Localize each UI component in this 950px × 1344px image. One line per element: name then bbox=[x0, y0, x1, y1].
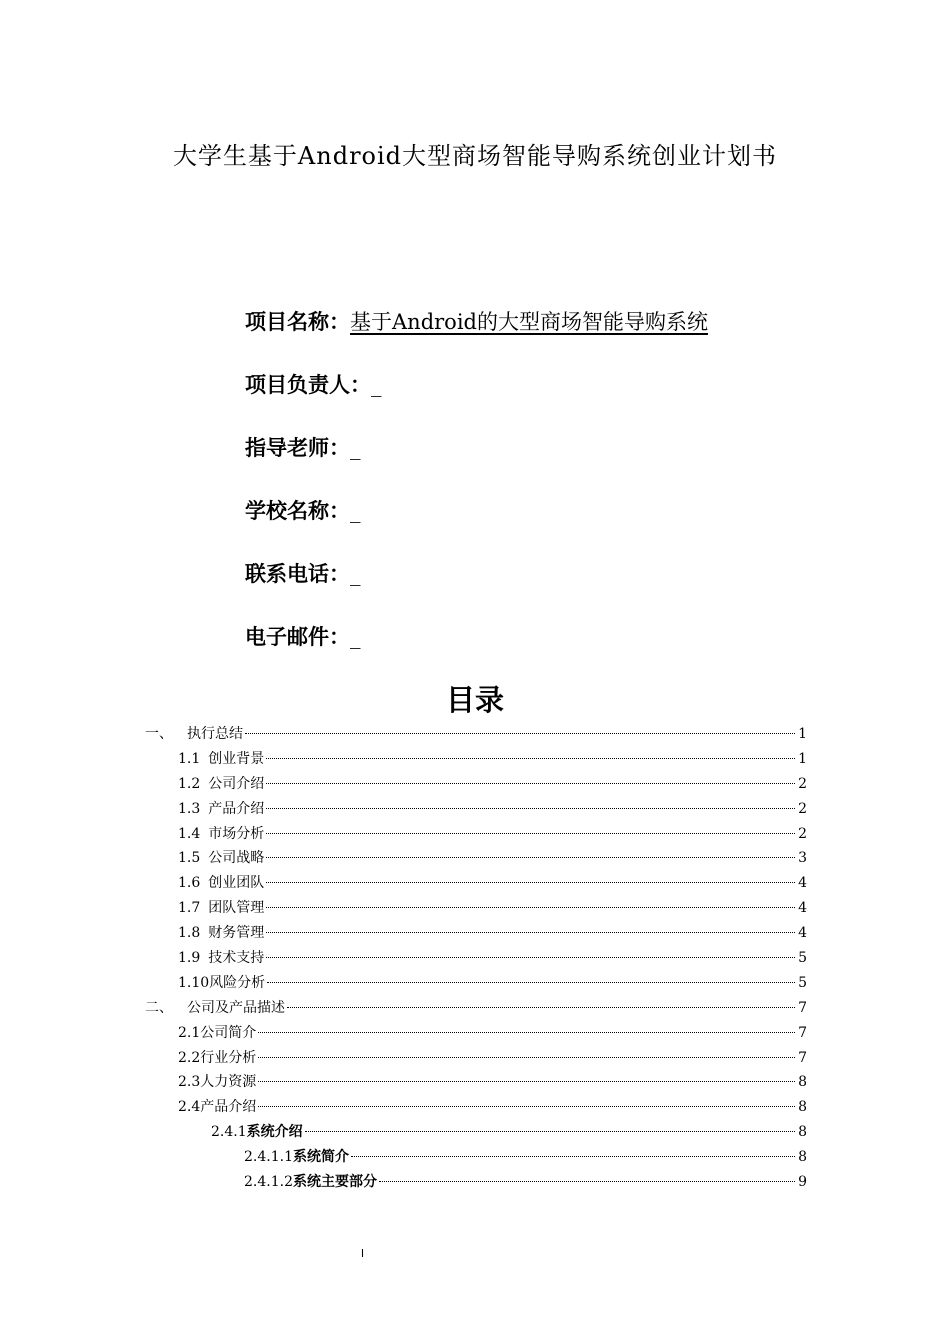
toc-label: 公司简介 bbox=[200, 1024, 257, 1041]
toc-page: 4 bbox=[798, 925, 807, 942]
page-number: I bbox=[360, 1247, 365, 1260]
toc-number: 2.1 bbox=[178, 1024, 201, 1041]
toc-heading: 目录 bbox=[445, 683, 504, 717]
toc-number: 1.3 bbox=[178, 800, 201, 817]
toc-label: 风险分析 bbox=[209, 974, 266, 991]
toc-entry[interactable] bbox=[145, 773, 807, 798]
toc-number: 1.4 bbox=[178, 825, 201, 842]
toc-number: 2.4.1.1 bbox=[244, 1149, 293, 1166]
info-label: 项目负责人： bbox=[245, 373, 371, 397]
info-row-phone bbox=[245, 558, 708, 621]
toc-page: 2 bbox=[798, 775, 807, 792]
toc-number: 2.3 bbox=[178, 1074, 201, 1091]
info-row-project-leader bbox=[245, 369, 708, 432]
toc-leader bbox=[266, 783, 795, 784]
toc-number: 1.7 bbox=[178, 900, 201, 917]
toc-label: 系统介绍 bbox=[246, 1124, 303, 1141]
toc-page: 2 bbox=[798, 825, 807, 842]
toc-entry[interactable] bbox=[145, 823, 807, 848]
toc-entry[interactable] bbox=[145, 847, 807, 872]
info-row-advisor bbox=[245, 432, 708, 495]
toc-number: 1.2 bbox=[178, 775, 201, 792]
toc-label: 公司介绍 bbox=[208, 775, 265, 792]
toc-label: 行业分析 bbox=[200, 1049, 257, 1066]
toc-leader bbox=[266, 857, 795, 858]
toc-label: 市场分析 bbox=[208, 825, 265, 842]
toc-entry[interactable] bbox=[145, 1121, 807, 1146]
toc-number: 1.5 bbox=[178, 850, 201, 867]
toc-page: 4 bbox=[798, 875, 807, 892]
toc-leader bbox=[245, 733, 795, 734]
toc-leader bbox=[287, 1007, 795, 1008]
toc-page: 8 bbox=[798, 1149, 807, 1166]
toc-page: 3 bbox=[798, 850, 807, 867]
toc-leader bbox=[266, 932, 795, 933]
toc-label: 财务管理 bbox=[208, 925, 265, 942]
toc-entry[interactable] bbox=[145, 972, 807, 997]
toc-page: 5 bbox=[798, 950, 807, 967]
toc-label: 产品介绍 bbox=[208, 800, 265, 817]
project-info bbox=[245, 306, 708, 684]
toc-entry[interactable] bbox=[145, 897, 807, 922]
document-title: 大学生基于Android大型商场智能导购系统创业计划书 bbox=[172, 142, 778, 170]
toc-leader bbox=[266, 833, 795, 834]
toc-number: 1.6 bbox=[178, 875, 201, 892]
toc-entry[interactable] bbox=[145, 1022, 807, 1047]
info-label: 联系电话： bbox=[245, 562, 350, 586]
toc-label: 公司及产品描述 bbox=[187, 999, 285, 1016]
toc-page: 8 bbox=[798, 1074, 807, 1091]
toc-label: 公司战略 bbox=[208, 850, 265, 867]
toc-entry[interactable] bbox=[145, 1096, 807, 1121]
toc-label: 创业背景 bbox=[208, 750, 265, 767]
toc-entry[interactable] bbox=[145, 997, 807, 1022]
info-row-school bbox=[245, 495, 708, 558]
toc-label: 系统主要部分 bbox=[292, 1174, 377, 1191]
toc-page: 5 bbox=[798, 974, 807, 991]
toc-entry[interactable] bbox=[145, 723, 807, 748]
toc-page: 1 bbox=[798, 726, 807, 742]
info-label: 项目名称： bbox=[245, 310, 350, 334]
toc-number: 1.9 bbox=[178, 950, 201, 967]
toc-leader bbox=[258, 1032, 795, 1033]
toc-leader bbox=[379, 1181, 795, 1182]
toc-label: 产品介绍 bbox=[200, 1099, 257, 1116]
toc-page: 8 bbox=[798, 1099, 807, 1116]
toc-entry[interactable] bbox=[145, 1071, 807, 1096]
info-row-email bbox=[245, 621, 708, 684]
toc-label: 系统简介 bbox=[292, 1149, 349, 1166]
info-label: 学校名称： bbox=[245, 499, 350, 523]
toc-leader bbox=[266, 758, 795, 759]
toc-number: 二、 bbox=[145, 999, 173, 1016]
info-value: _ bbox=[350, 499, 361, 523]
toc-leader bbox=[266, 808, 795, 809]
toc-page: 4 bbox=[798, 900, 807, 917]
info-value: 基于Android的大型商场智能导购系统 bbox=[350, 310, 708, 334]
toc-label: 团队管理 bbox=[208, 900, 265, 917]
toc-label: 人力资源 bbox=[200, 1074, 257, 1091]
info-value: _ bbox=[371, 373, 382, 397]
toc-label: 技术支持 bbox=[208, 950, 265, 967]
toc-entry[interactable] bbox=[145, 1146, 807, 1171]
info-label: 电子邮件： bbox=[245, 625, 350, 649]
toc-page: 7 bbox=[798, 999, 807, 1016]
toc-label: 执行总结 bbox=[187, 726, 243, 742]
toc-entry[interactable] bbox=[145, 922, 807, 947]
toc-leader bbox=[258, 1057, 795, 1058]
toc-entry[interactable] bbox=[145, 947, 807, 972]
info-label: 指导老师： bbox=[245, 436, 350, 460]
toc-page: 7 bbox=[798, 1049, 807, 1066]
toc-entry[interactable] bbox=[145, 1047, 807, 1072]
toc-leader bbox=[305, 1131, 795, 1132]
toc-number: 1.1 bbox=[178, 750, 201, 767]
toc-number: 2.4.1 bbox=[211, 1124, 247, 1141]
toc-leader bbox=[266, 882, 795, 883]
toc-number: 1.8 bbox=[178, 925, 201, 942]
toc-number: 1.10 bbox=[178, 974, 210, 991]
toc-label: 创业团队 bbox=[208, 875, 265, 892]
toc-page: 1 bbox=[798, 750, 807, 767]
table-of-contents bbox=[145, 723, 807, 1196]
toc-page: 9 bbox=[798, 1174, 807, 1191]
toc-entry[interactable] bbox=[145, 872, 807, 897]
toc-entry[interactable] bbox=[145, 798, 807, 823]
toc-leader bbox=[266, 957, 795, 958]
toc-leader bbox=[258, 1106, 795, 1107]
toc-leader bbox=[258, 1081, 795, 1082]
info-value: _ bbox=[350, 436, 361, 460]
toc-number: 2.4 bbox=[178, 1099, 201, 1116]
toc-entry[interactable] bbox=[145, 1171, 807, 1196]
toc-leader bbox=[266, 907, 795, 908]
toc-number: 一、 bbox=[145, 726, 173, 742]
toc-page: 8 bbox=[798, 1124, 807, 1141]
toc-leader bbox=[267, 982, 795, 983]
toc-leader bbox=[351, 1156, 795, 1157]
toc-entry[interactable] bbox=[145, 748, 807, 773]
info-value: _ bbox=[350, 625, 361, 649]
toc-page: 2 bbox=[798, 800, 807, 817]
info-row-project-name bbox=[245, 306, 708, 369]
info-value: _ bbox=[350, 562, 361, 586]
toc-page: 7 bbox=[798, 1024, 807, 1041]
toc-number: 2.2 bbox=[178, 1049, 201, 1066]
toc-number: 2.4.1.2 bbox=[244, 1174, 293, 1191]
